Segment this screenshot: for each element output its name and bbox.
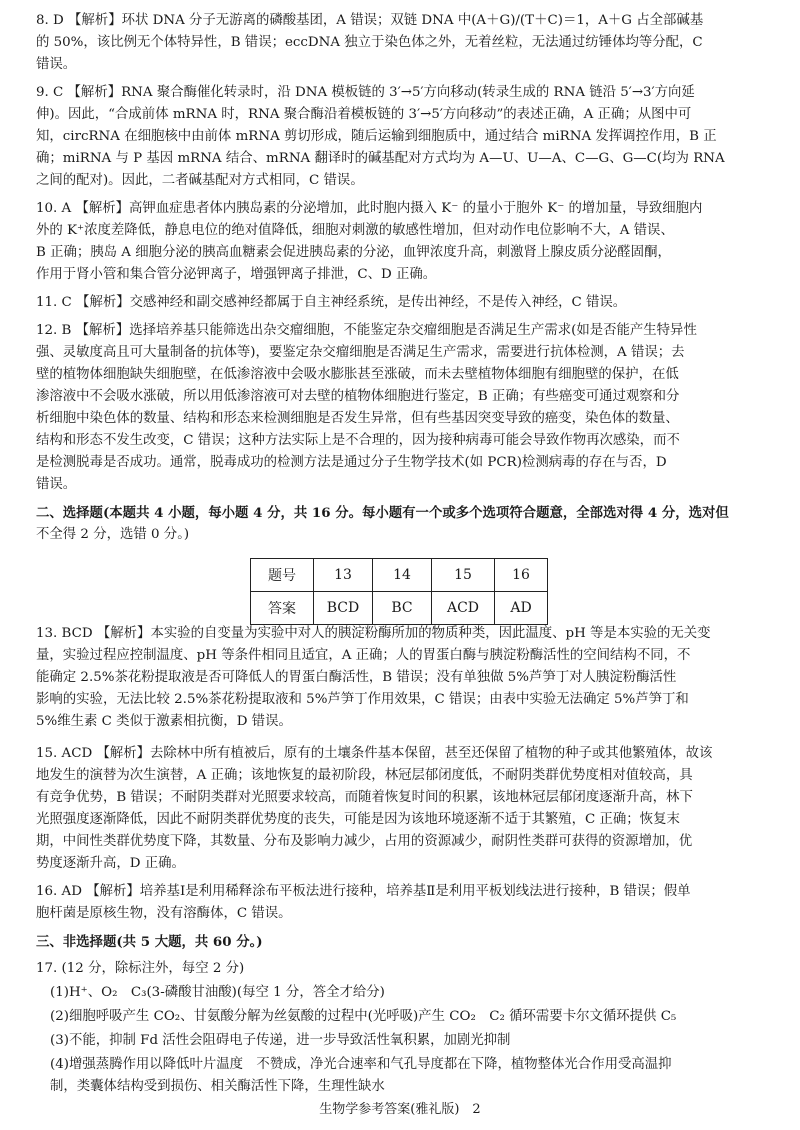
text-line: (3)不能，抑制 Fd 活性会阻碍电子传递，进一步导致活性氧积累，加剧光抑制 xyxy=(50,1033,511,1048)
text-line: 17. (12 分，除标注外，每空 2 分) xyxy=(36,961,245,976)
text-line: 15. ACD 【解析】去除林中所有植被后，原有的土壤条件基本保留，甚至还保留了植物的种子或其他繁殖体，故该 xyxy=(36,746,713,761)
table-header-label: 题号 xyxy=(251,559,314,592)
text-line: 的 50%，该比例无个体特异性，B 错误；eccDNA 独立于染色体之外，无着丝粒，无法通过纺锤体均等分配，C xyxy=(36,35,703,50)
question-number-13: 13 xyxy=(314,559,373,592)
page-footer: 生物学参考答案(雅礼版) 2 xyxy=(319,1102,481,1117)
text-line: 5%维生素 C 类似于激素相抗衡，D 错误。 xyxy=(36,714,292,729)
answer-15: ACD xyxy=(432,592,495,625)
text-line: 11. C 【解析】交感神经和副交感神经都属于自主神经系统，是传出神经，不是传入神经，C 错误。 xyxy=(36,295,627,310)
text-line: 壁的植物体细胞缺失细胞壁，在低渗溶液中会吸水膨胀甚至涨破，而未去壁植物体细胞有细胞壁的保护，在低 xyxy=(36,367,679,382)
text-line: 量，实验过程应控制温度、pH 等条件相同且适宜，A 正确；人的胃蛋白酶与胰淀粉酶活性的空间结构不同，不 xyxy=(36,648,691,663)
text-line: 错误。 xyxy=(36,57,77,72)
question-number-14: 14 xyxy=(373,559,432,592)
text-line: 确；miRNA 与 P 基因 mRNA 结合、mRNA 翻译时的碱基配对方式均为 A—U、U—A、C—G、G—C(均为 RNA xyxy=(36,151,725,166)
text-line: 作用于肾小管和集合管分泌钾离子，增强钾离子排泄，C、D 正确。 xyxy=(36,267,437,282)
text-line: 知，circRNA 在细胞核中由前体 mRNA 剪切形成，随后运输到细胞质中，通过结合 miRNA 发挥调控作用，B 正 xyxy=(36,129,717,144)
text-line: 影响的实验，无法比较 2.5%茶花粉提取液和 5%芦笋丁作用效果，C 错误；由表中实验无法确定 5%芦笋丁和 xyxy=(36,692,689,707)
text-line: 结构和形态不发生改变，C 错误；这种方法实际上是不合理的，因为接种病毒可能会导致作物再次感染，而不 xyxy=(36,433,680,448)
text-line: 12. B 【解析】选择培养基只能筛选出杂交瘤细胞，不能鉴定杂交瘤细胞是否满足生产需求(如是否能产生特异性 xyxy=(36,323,697,338)
text-line: 10. A 【解析】高钾血症患者体内胰岛素的分泌增加，此时胞内摄入 K⁻ 的量小于胞外 K⁻ 的增加量，导致细胞内 xyxy=(36,201,703,216)
text-line: 制，类囊体结构受到损伤、相关酶活性下降，生理性缺水 xyxy=(50,1079,385,1094)
text-line: 有竞争优势，B 错误；不耐阴类群对光照要求较高，而随着恢复时间的积累，该地林冠层郁闭度逐渐升高，林下 xyxy=(36,790,693,805)
text-line: (4)增强蒸腾作用以降低叶片温度 不赞成，净光合速率和气孔导度都在下降，植物整体光合作用受高温抑 xyxy=(50,1057,672,1072)
table-row-numbers xyxy=(251,559,548,592)
text-line: 能确定 2.5%茶花粉提取液是否可降低人的胃蛋白酶活性，B 错误；没有单独做 5%芦笋丁对人胰淀粉酶活性 xyxy=(36,670,677,685)
text-line: 二、选择题(本题共 4 小题，每小题 4 分，共 16 分。每小题有一个或多个选项符合题意，全部选对得 4 分，选对但 xyxy=(36,505,729,521)
table-row-answers xyxy=(251,592,548,625)
answer-14: BC xyxy=(373,592,432,625)
text-line: 势度逐渐升高，D 正确。 xyxy=(36,856,185,871)
text-line: 13. BCD 【解析】本实验的自变量为实验中对人的胰淀粉酶所加的物质种类，因此温度、pH 等是本实验的无关变 xyxy=(36,626,711,641)
text-line: 强、灵敏度高且可大量制备的抗体等)，要鉴定杂交瘤细胞是否满足生产需求，需要进行抗体检测，A 错误；去 xyxy=(36,345,685,360)
text-line: 胞杆菌是原核生物，没有溶酶体，C 错误。 xyxy=(36,906,292,921)
multiple-choice-answer-table xyxy=(250,558,548,625)
table-answer-label: 答案 xyxy=(251,592,314,625)
text-line: 伸)。因此，“合成前体 mRNA 时，RNA 聚合酶沿着模板链的 3′→5′方向移动”的表述正确，A 正确；从图中可 xyxy=(36,107,692,122)
text-line: 16. AD 【解析】培养基Ⅰ是利用稀释涂布平板法进行接种，培养基Ⅱ是利用平板划线法进行接种，B 错误；假单 xyxy=(36,884,691,899)
text-line: 地发生的演替为次生演替，A 正确；该地恢复的最初阶段，林冠层郁闭度低，不耐阴类群优势度相对值较高，具 xyxy=(36,768,693,783)
text-line: 不全得 2 分，选错 0 分。) xyxy=(36,527,190,542)
text-line: 期，中间性类群优势度下降，其数量、分布及影响力减少，占用的资源减少，耐阴性类群可获得的资源增加，优 xyxy=(36,834,693,849)
answer-13: BCD xyxy=(314,592,373,625)
text-line: (1)H⁺、O₂ C₃(3-磷酸甘油酸)(每空 1 分，答全才给分) xyxy=(50,985,385,1000)
question-number-16: 16 xyxy=(495,559,548,592)
text-line: 错误。 xyxy=(36,477,77,492)
answer-16: AD xyxy=(495,592,548,625)
question-number-15: 15 xyxy=(432,559,495,592)
text-line: 是检测脱毒是否成功。通常，脱毒成功的检测方法是通过分子生物学技术(如 PCR)检测病毒的存在与否，D xyxy=(36,455,667,470)
text-line: 三、非选择题(共 5 大题，共 60 分。) xyxy=(36,934,263,950)
text-line: 光照强度逐渐降低，因此不耐阴类群优势度的丧失，可能是因为该地环境逐渐不适于其繁殖，C 正确；恢复末 xyxy=(36,812,680,827)
text-line: 8. D 【解析】环状 DNA 分子无游离的磷酸基团，A 错误；双链 DNA 中(A＋G)/(T＋C)＝1，A＋G 占全部碱基 xyxy=(36,13,704,28)
text-line: 外的 K⁺浓度差降低，静息电位的绝对值降低，细胞对刺激的敏感性增加，但对动作电位影响不大，A 错误、 xyxy=(36,223,674,238)
text-line: 渗溶液中不会吸水涨破，所以用低渗溶液可对去壁的植物体细胞进行鉴定，B 正确；有些癌变可通过观察和分 xyxy=(36,389,680,404)
text-line: 之间的配对)。因此，二者碱基配对方式相同，C 错误。 xyxy=(36,173,364,188)
text-line: (2)细胞呼吸产生 CO₂、甘氨酸分解为丝氨酸的过程中(光呼吸)产生 CO₂ C₂ 循环需要卡尔文循环提供 C₅ xyxy=(50,1009,677,1024)
text-line: B 正确；胰岛 A 细胞分泌的胰高血糖素会促进胰岛素的分泌，血钾浓度升高，刺激肾上腺皮质分泌醛固酮， xyxy=(36,245,671,260)
text-line: 析细胞中染色体的数量、结构和形态来检测细胞是否发生异常，但有些基因突变导致的癌变，染色体的数量、 xyxy=(36,411,679,426)
text-line: 9. C 【解析】RNA 聚合酶催化转录时，沿 DNA 模板链的 3′→5′方向移动(转录生成的 RNA 链沿 5′→3′方向延 xyxy=(36,85,695,100)
